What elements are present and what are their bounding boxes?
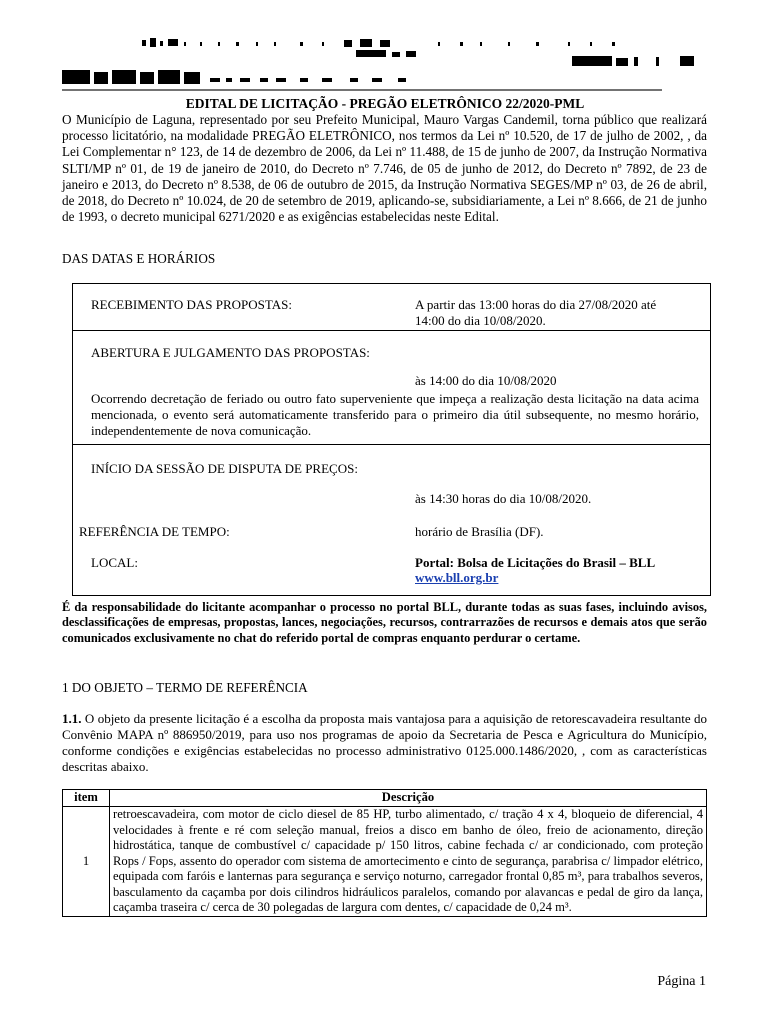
- letterhead-graphic: [60, 36, 720, 98]
- receb-label: RECEBIMENTO DAS PROPOSTAS:: [91, 297, 292, 312]
- item-number: 1: [63, 807, 110, 917]
- para-text: O objeto da presente licitação é a escolha da proposta mais vantajosa para a aquisição de retorescavadeira resultante do Convênio MAPA nº 886950/2019, para uso nos programas de apoio da Secretaria de Pesca e Agricultura do Município, conforme condições e exigências estabelecidas no processo administrativo 0125.000.1486/2020, , com as características descritas abaixo.: [62, 711, 707, 774]
- page-number: Página 1: [657, 974, 706, 989]
- local-label: LOCAL:: [91, 555, 138, 570]
- col-item-header: item: [63, 790, 110, 807]
- dates-heading: DAS DATAS E HORÁRIOS: [62, 251, 216, 266]
- intro-paragraph: O Município de Laguna, representado por seu Prefeito Municipal, Mauro Vargas Candemil, torna público que realizará processo licitatório, na modalidade PREGÃO ELETRÔNICO, nos termos da Lei nº 10.520, de 17 de julho de 2002, , da Lei Complementar n° 123, de 14 de dezembro de 2006, da Lei nº 11.488, de 15 de junho de 2007, da Instrução Normativa SLTI/MP nº 01, de 19 de janeiro de 2010, do Decreto nº 7.746, de 05 de junho de 2012, do Decreto nº 7892, de 23 de janeiro e 2013, do Decreto nº 8.538, de 06 de outubro de 2015, da Instrução Normativa SEGES/MP nº 03, de 26 de abril, de 2018, do Decreto nº 10.024, de 20 de setembro de 2019, aplicando-se, subsidiariamente, a Lei nº 8.666, de 21 de junho de 1993, o decreto municipal 6271/2020 e as exigências estabelecidas neste Edital.: [62, 112, 707, 225]
- ref-label: REFERÊNCIA DE TEMPO:: [79, 524, 230, 539]
- abertura-label: ABERTURA E JULGAMENTO DAS PROPOSTAS:: [91, 345, 370, 360]
- item-description: retroescavadeira, com motor de ciclo diesel de 85 HP, turbo alimentado, c/ tração 4 x 4, bloqueio de diferencial, 4 velocidades à frente e ré com seleção manual, freios a disco em banho de óleo, freio de acionamento, direção hidrostática, tanque de combustível c/ capacidade p/ 150 litros, cabine fechada c/ ar condicionado, com proteção Rops / Fops, assento do operador com sistema de amortecimento e cinto de segurança, parabrisa c/ limpador elétrico, equipada com faróis e lanternas para segurança e serviço noturno, carregador frontal 0,85 m³, para trabalhos severos, basculamento da caçamba por dois cilindros hidráulicos paralelos, comando por alavancas e pedal de giro da lança, caçamba traseira c/ cerca de 30 polegadas de largura com dentes, c/ capacidade de 0,24 m³.: [110, 807, 707, 917]
- feriado-note: Ocorrendo decretação de feriado ou outro fato superveniente que impeça a realização desta licitação na data acima mencionada, o evento será automaticamente transferido para o primeiro dia útil subsequente, no mesmo horário, independentemente de nova comunicação.: [91, 391, 699, 438]
- table-row: [63, 807, 707, 917]
- inicio-label: INÍCIO DA SESSÃO DE DISPUTA DE PREÇOS:: [91, 461, 358, 476]
- col-desc-header: Descrição: [110, 790, 707, 807]
- ref-value: horário de Brasília (DF).: [415, 524, 544, 539]
- local-value: Portal: Bolsa de Licitações do Brasil – BLL: [415, 555, 656, 570]
- inicio-value: às 14:30 horas do dia 10/08/2020.: [415, 491, 592, 506]
- receb-value-2: 14:00 do dia 10/08/2020.: [415, 313, 546, 328]
- responsibility-notice: É da responsabilidade do licitante acompanhar o processo no portal BLL, durante todas as suas fases, incluindo avisos, desclassificações de empresas, propostas, lances, negociações, recursos, contrarrazões de recursos e demais atos que serão comunicados exclusivamente no chat do referido portal de compras enquanto perdurar o certame.: [62, 600, 707, 645]
- object-paragraph: [62, 711, 707, 775]
- schedule-table: [72, 283, 711, 596]
- table-header-row: [63, 790, 707, 807]
- abertura-value: às 14:00 do dia 10/08/2020: [415, 373, 557, 388]
- document-title: EDITAL DE LICITAÇÃO - PREGÃO ELETRÔNICO 22/2020-PML: [185, 96, 585, 111]
- bll-link[interactable]: www.bll.org.br: [415, 570, 499, 585]
- section1-heading: 1 DO OBJETO – TERMO DE REFERÊNCIA: [62, 680, 308, 695]
- para-number: 1.1.: [62, 711, 82, 726]
- receb-value-1: A partir das 13:00 horas do dia 27/08/2020 até: [415, 297, 657, 312]
- items-table: [62, 789, 707, 917]
